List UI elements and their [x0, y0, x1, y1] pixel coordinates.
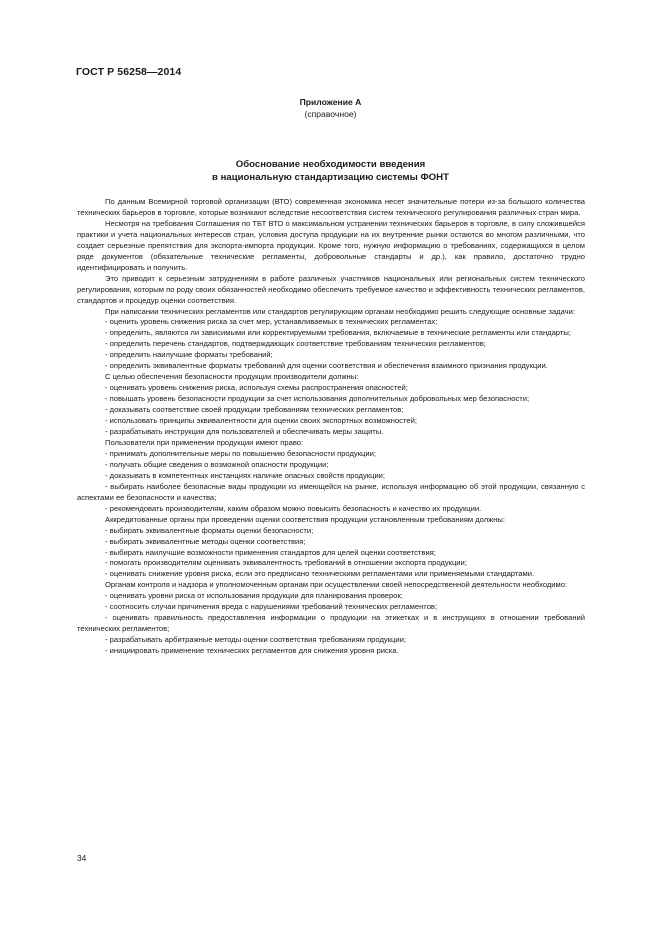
paragraph: С целью обеспечения безопасности продукции производители должны: — [105, 372, 359, 382]
heading-line-1: Обоснование необходимости введения — [235, 159, 426, 170]
body-text — [77, 197, 585, 657]
list-item: - соотносить случаи причинения вреда с нарушениями требований технических регламентов; — [105, 602, 438, 612]
list-item: - оценивать правильность предоставления информации о продукции на этикетках и в инструкциях в отношении требований технических регламентов; — [77, 613, 585, 634]
list-item: - определить перечень стандартов, подтверждающих соответствие требованиям технических регламентов; — [105, 339, 486, 349]
list-item: - оценивать уровни риска от использования продукции для планирования проверок; — [105, 591, 403, 601]
list-item: - выбирать наилучшие возможности применения стандартов для целей оценки соответствия; — [105, 547, 436, 557]
paragraph: При написании технических регламентов или стандартов регулирующим органам необходимо решить следующие основные задачи: — [105, 306, 575, 316]
paragraph: По данным Всемирной торговой организации (ВТО) современная экономика несет значительные потери из-за большого количества технических барьеров в торговле, которые возникают вследствие несоответствия систем технического регулирования различных стран мира. — [77, 197, 585, 217]
list-item: - разрабатывать инструкции для пользователей и обеспечивать меры защиты. — [105, 427, 384, 437]
list-item: - инициировать применение технических регламентов для снижения уровня риска. — [105, 646, 399, 656]
list-item: - выбирать эквивалентные форматы оценки безопасности; — [105, 525, 314, 535]
list-item: - оценивать уровень снижения риска, используя схемы распространения опасностей; — [105, 383, 408, 393]
appendix-title: Приложение А — [299, 97, 362, 107]
section-heading — [0, 158, 661, 184]
list-item: - помогать производителям оценивать эквивалентность требований в отношении экспорта продукции; — [105, 558, 467, 568]
list-item: - принимать дополнительные меры по повышению безопасности продукции; — [105, 448, 376, 458]
list-item: - выбирать наиболее безопасные виды продукции из имеющейся на рынке, используя информацию об этой продукции, связанную с аспектами ее безопасности и качества; — [77, 481, 585, 502]
list-item: - использовать принципы эквивалентности для оценки своих экспортных возможностей; — [105, 416, 417, 426]
paragraph: Органам контроля и надзора и уполномоченным органам при осуществлении своей непосредственной деятельности необходимо: — [105, 580, 568, 590]
list-item: - определить наилучшие форматы требований; — [105, 350, 273, 360]
list-item: - повышать уровень безопасности продукции за счет использования дополнительных добровольных мер безопасности; — [105, 394, 530, 404]
standard-number: ГОСТ Р 56258—2014 — [76, 66, 182, 78]
list-item: - оценить уровень снижения риска за счет мер, устанавливаемых в технических регламентах; — [105, 317, 438, 327]
page-number: 34 — [77, 853, 87, 863]
list-item: - доказывать в компетентных инстанциях наличие опасных свойств продукции; — [105, 470, 386, 480]
heading-line-2: в национальную стандартизацию системы ФОНТ — [212, 172, 449, 183]
paragraph: Это приводит к серьезным затруднениям в работе различных участников национальных или региональных систем технического регулирования, которым по роду своих обязанностей необходимо обеспечить требуемое качество и эффективность технических регламентов, стандартов и процедур оценки соответствия. — [77, 273, 585, 305]
paragraph: Пользователи при применении продукции имеют право: — [105, 437, 304, 447]
list-item: - разрабатывать арбитражные методы оценки соответствия требованиям продукции; — [105, 635, 406, 645]
list-item: - получать общие сведения о возможной опасности продукции; — [105, 459, 329, 469]
list-item: - выбирать эквивалентные методы оценки соответствия; — [105, 536, 306, 546]
list-item: - определить, являются ли зависимыми или корректируемыми требования, включаемые в технические регламенты или стандарты; — [105, 328, 571, 338]
list-item: - оценивать снижение уровня риска, если это предписано техническими регламентами или применяемыми стандартами. — [105, 569, 535, 579]
paragraph: Аккредитованные органы при проведении оценки соответствия продукции установленным требованиям должны: — [105, 514, 505, 524]
list-item: - доказывать соответствие своей продукции требованиям технических регламентов; — [105, 405, 404, 415]
paragraph: Несмотря на требования Соглашения по ТБТ ВТО о максимальном устранении технических барьеров в торговле, в силу сложившейся практики и учета национальных интересов стран, условия доступа продукции на их внутренние рынки остаются во многом различными, что создает серьезные препятствия для экспорта-импорта продукции. Кроме того, нужную информацию о требованиях, содержащихся в целом ряде документов (обязательные технические регламенты, добровольные стандарты и др.), как правило, достаточно трудно идентифицировать и получить. — [77, 218, 585, 272]
list-item: - определить эквивалентные форматы требований для оценки соответствия и обеспечения взаимного признания продукции. — [105, 361, 548, 371]
appendix-note: (справочное) — [304, 109, 357, 119]
list-item: - рекомендовать производителям, каким образом можно повысить безопасность и качество их продукции. — [105, 503, 482, 513]
